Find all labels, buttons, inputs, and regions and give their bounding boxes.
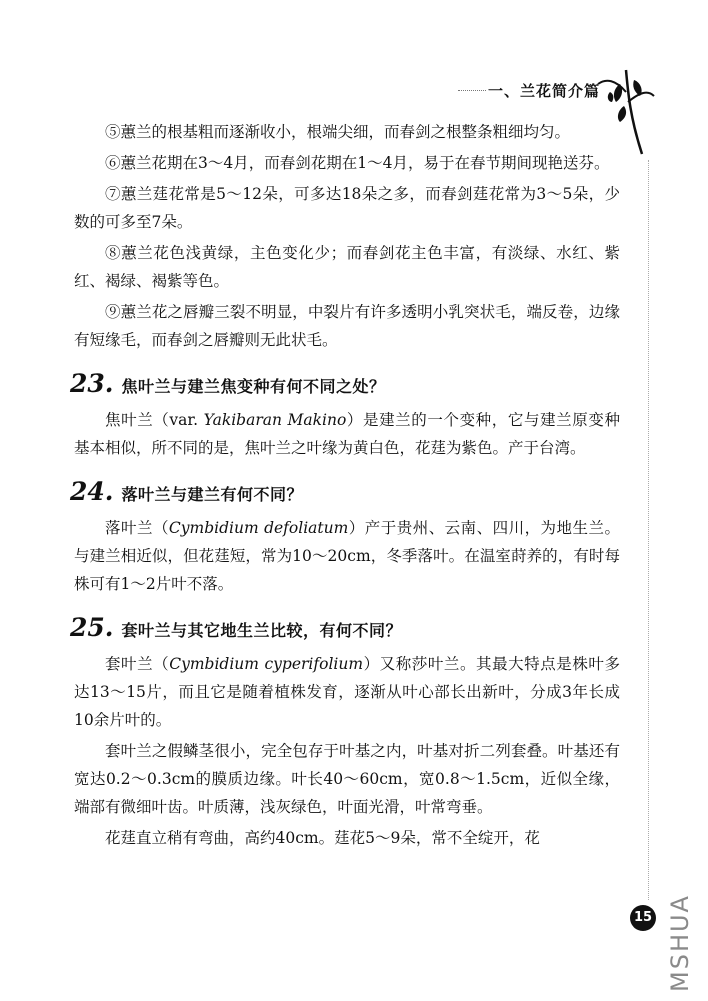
paragraph: ⑧蕙兰花色浅黄绿，主色变化少；而春剑花主色丰富，有淡绿、水红、紫红、褐绿、褐紫等色。 <box>74 244 620 290</box>
header-dotted-rule <box>458 90 486 91</box>
paragraph: ⑨蕙兰花之唇瓣三裂不明显，中裂片有许多透明小乳突状毛，端反卷，边缘有短缘毛，而春剑之唇瓣则无此状毛。 <box>74 303 620 349</box>
paragraph: 套叶兰之假鳞茎很小，完全包存于叶基之内，叶基对折二列套叠。叶基还有宽达0.2～0.3cm的膜质边缘。叶长40～60cm，宽0.8～1.5cm，近似全缘，端部有微细叶齿。叶质薄，浅灰绿色，叶面光滑，叶常弯垂。 <box>74 742 620 816</box>
text-run: ）又称莎叶兰。其最大特点是株叶多达13～15片，而且它是随着植株发育，逐渐从叶心部长出新叶，分成3年长成10余片叶的。 <box>74 655 620 729</box>
paragraph: ⑥蕙兰花期在3～4月，而春剑花期在1～4月，易于在春节期间现艳送芬。 <box>105 154 610 172</box>
latin-name: Cymbidium cyperifolium <box>169 655 364 673</box>
latin-name: Yakibaran Makino <box>203 411 347 429</box>
text-run: ）是建兰的一个变种，它与建兰原变种基本相似，所不同的是，焦叶兰之叶缘为黄白色，花莛为紫色。产于台湾。 <box>74 411 620 457</box>
text-run: 焦叶兰（var. <box>105 411 204 429</box>
question-heading-25 <box>70 613 620 642</box>
question-title: 套叶兰与其它地生兰比较，有何不同？ <box>121 621 403 640</box>
question-number: 25. <box>70 613 114 642</box>
question-number: 23. <box>70 369 114 398</box>
paragraph <box>74 650 620 734</box>
paragraph: ⑦蕙兰莛花常是5～12朵，可多达18朵之多，而春剑莛花常为3～5朵，少数的可多至7朵。 <box>74 185 620 231</box>
page-body <box>70 118 620 855</box>
question-title: 落叶兰与建兰有何不同？ <box>121 485 304 504</box>
page-number-badge: 15 <box>630 905 656 931</box>
header-title: 一、兰花简介篇 <box>488 82 601 100</box>
running-header <box>458 78 601 104</box>
text-run: ）产于贵州、云南、四川，为地生兰。与建兰相近似，但花莛短，常为10～20cm，冬季落叶。在温室莳养的，有时每株可有1～2片叶不落。 <box>74 519 620 593</box>
text-run: 套叶兰（ <box>105 655 170 673</box>
text-run: 落叶兰（ <box>105 519 169 537</box>
question-number: 24. <box>70 477 114 506</box>
paragraph <box>74 406 620 462</box>
paragraph: 花莛直立稍有弯曲，高约40cm。莛花5～9朵，常不全绽开，花 <box>105 829 540 847</box>
paragraph <box>74 514 620 598</box>
paragraph: ⑤蕙兰的根基粗而逐渐收小，根端尖细，而春剑之根整条粗细均匀。 <box>105 123 571 141</box>
question-heading-24 <box>70 477 620 506</box>
margin-dotted-rule <box>648 160 649 900</box>
question-heading-23 <box>70 369 620 398</box>
question-title: 焦叶兰与建兰焦变种有何不同之处？ <box>121 377 386 396</box>
watermark-text: MSHUA <box>666 894 694 992</box>
latin-name: Cymbidium defoliatum <box>168 519 349 537</box>
